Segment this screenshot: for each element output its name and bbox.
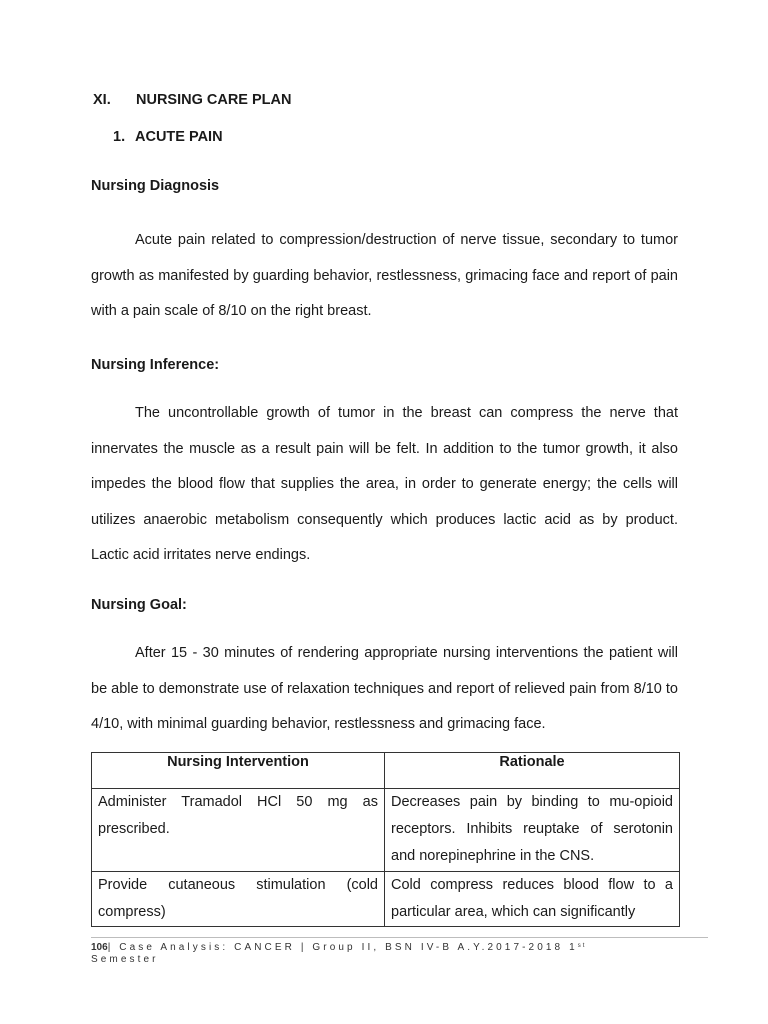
care-plan-table	[91, 752, 680, 927]
intervention-cell: Provide cutaneous stimulation (cold compress)	[92, 872, 385, 927]
footer-divider	[91, 937, 708, 938]
subsection-number: 1.	[113, 129, 126, 145]
header-rationale: Rationale	[385, 753, 680, 789]
table-header-row	[92, 753, 680, 789]
goal-paragraph: After 15 - 30 minutes of rendering appropriate nursing interventions the patient will be able to demonstrate use of relaxation techniques and report of relieved pain from 8/10 to 4/10, with minimal guarding behavior, restlessness and grimacing face.	[91, 645, 678, 732]
intervention-cell: Administer Tramadol HCl 50 mg as prescribed.	[92, 789, 385, 872]
table-row	[92, 789, 680, 872]
rationale-cell: Cold compress reduces blood flow to a particular area, which can significantly	[385, 872, 680, 927]
section-title: NURSING CARE PLAN	[136, 92, 292, 108]
diagnosis-paragraph: Acute pain related to compression/destruction of nerve tissue, secondary to tumor growth as manifested by guarding behavior, restlessness, grimacing face and report of pain with a pain scale of 8/10 on the right breast.	[91, 232, 678, 319]
subsection-heading	[113, 129, 223, 145]
table-row	[92, 872, 680, 927]
inference-paragraph: The uncontrollable growth of tumor in the breast can compress the nerve that innervates the muscle as a result pain will be felt. In addition to the tumor growth, it also impedes the blood flow that supplies the area, in order to generate energy; the cells will utilizes anaerobic metabolism consequently which produces lactic acid as by product. Lactic acid irritates nerve endings.	[91, 405, 678, 563]
subsection-title: ACUTE PAIN	[135, 129, 223, 145]
footer-superscript: st	[577, 943, 587, 949]
page-number: 106	[91, 942, 108, 953]
footer-text: | Case Analysis: CANCER | Group II, BSN IV-B A.Y.2017-2018 1	[107, 942, 578, 953]
footer-tail: Semester	[91, 954, 159, 965]
goal-title: Nursing Goal:	[91, 597, 187, 613]
inference-title: Nursing Inference:	[91, 357, 220, 373]
section-heading	[93, 92, 291, 108]
rationale-cell: Decreases pain by binding to mu-opioid receptors. Inhibits reuptake of serotonin and norepinephrine in the CNS.	[385, 789, 680, 872]
header-intervention: Nursing Intervention	[92, 753, 385, 789]
page-footer	[91, 940, 651, 966]
section-number: XI.	[93, 92, 111, 108]
diagnosis-title: Nursing Diagnosis	[91, 178, 220, 194]
